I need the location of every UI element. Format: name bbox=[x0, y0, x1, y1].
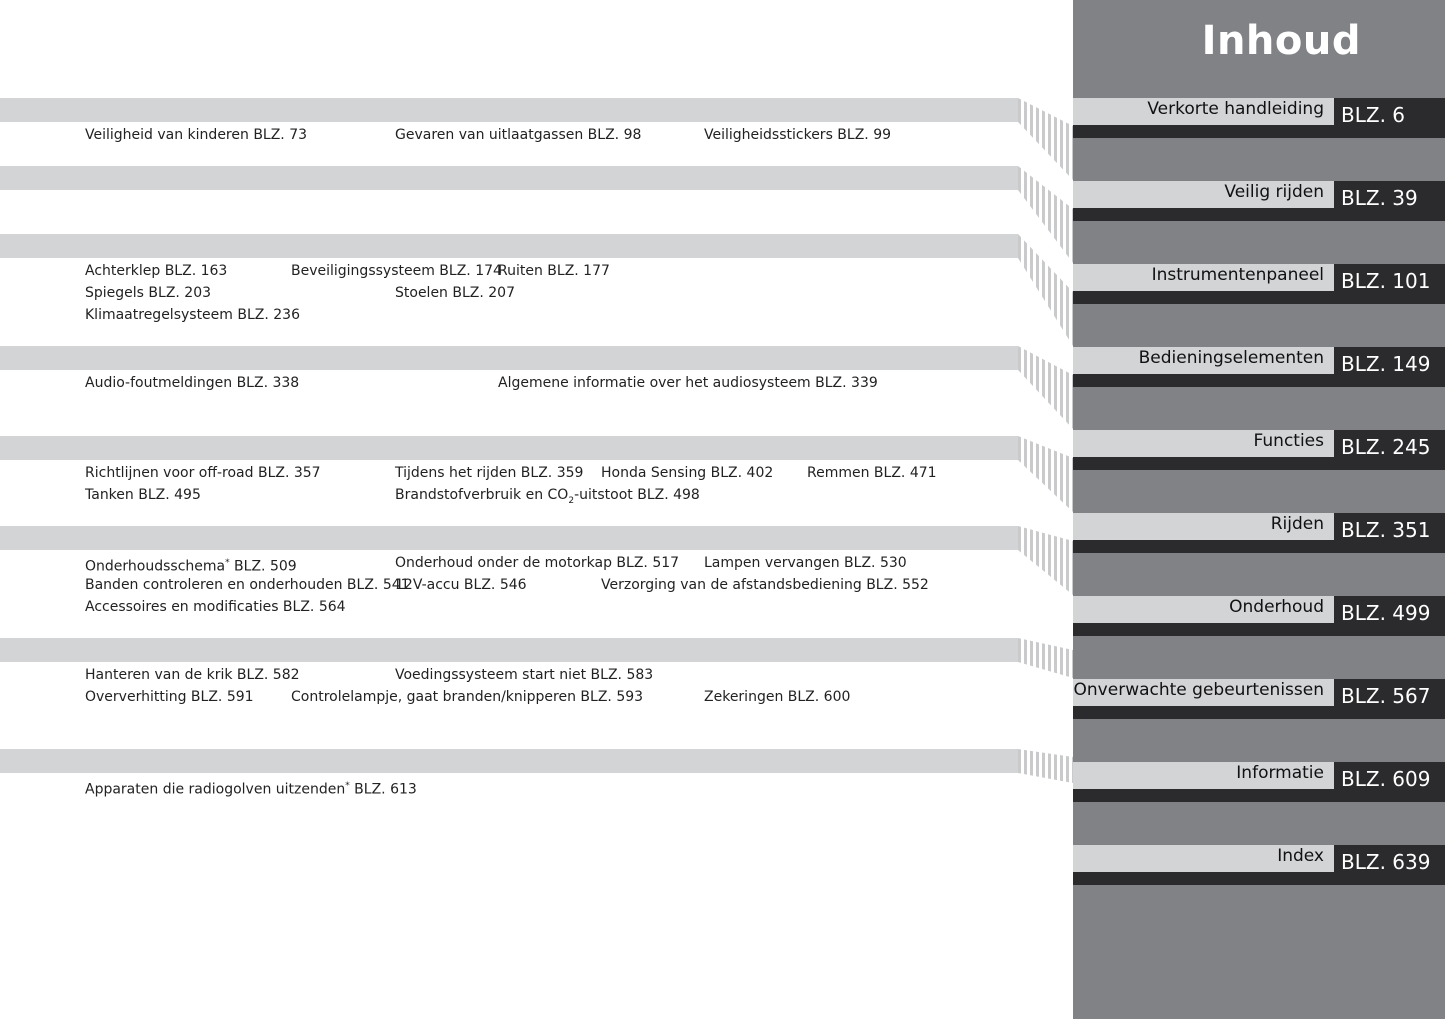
tab-label: Functies bbox=[1073, 430, 1334, 457]
link-onderhoudsschema[interactable]: Onderhoudsschema* BLZ. 509 bbox=[85, 558, 297, 575]
tab-page-number: BLZ. 351 bbox=[1341, 518, 1431, 542]
section-bar-2 bbox=[0, 166, 1018, 190]
tab-label: Onderhoud bbox=[1073, 596, 1334, 623]
section-bar-3 bbox=[0, 234, 1018, 258]
link-beveiligingssysteem[interactable]: Beveiligingssysteem BLZ. 174 bbox=[291, 263, 502, 279]
link-remmen[interactable]: Remmen BLZ. 471 bbox=[807, 465, 937, 481]
link-voedingssysteem[interactable]: Voedingssysteem start niet BLZ. 583 bbox=[395, 667, 654, 683]
link-radiogolven[interactable]: Apparaten die radiogolven uitzenden* BLZ. 613 bbox=[85, 781, 417, 798]
connector-1 bbox=[1018, 98, 1073, 180]
link-controlelampje[interactable]: Controlelampje, gaat branden/knipperen BLZ. 593 bbox=[291, 689, 644, 705]
tab-page-number: BLZ. 609 bbox=[1341, 767, 1431, 791]
link-audiosysteem-info[interactable]: Algemene informatie over het audiosysteem BLZ. 339 bbox=[498, 375, 878, 391]
page-title: Inhoud bbox=[1201, 18, 1361, 64]
link-brandstofverbruik[interactable]: Brandstofverbruik en $CO_2$-uitstoot BLZ. 498 bbox=[395, 487, 700, 506]
link-afstandsbediening[interactable]: Verzorging van de afstandsbediening BLZ. 552 bbox=[601, 577, 929, 593]
link-oververhitting[interactable]: Oververhitting BLZ. 591 bbox=[85, 689, 254, 705]
tab-page-number: BLZ. 639 bbox=[1341, 850, 1431, 874]
tab-page-number: BLZ. 149 bbox=[1341, 352, 1431, 376]
link-motorkap[interactable]: Onderhoud onder de motorkap BLZ. 517 bbox=[395, 555, 680, 571]
tab-page-number: BLZ. 245 bbox=[1341, 435, 1431, 459]
section-bar-4 bbox=[0, 346, 1018, 370]
link-audio-foutmeldingen[interactable]: Audio-foutmeldingen BLZ. 338 bbox=[85, 375, 300, 391]
tab-page-number: BLZ. 499 bbox=[1341, 601, 1431, 625]
section-bar-8 bbox=[0, 749, 1018, 773]
tab-label: Index bbox=[1073, 845, 1334, 872]
connector-5 bbox=[1018, 436, 1073, 512]
link-honda-sensing[interactable]: Honda Sensing BLZ. 402 bbox=[601, 465, 774, 481]
section-bar-1 bbox=[0, 98, 1018, 122]
link-accessoires[interactable]: Accessoires en modificaties BLZ. 564 bbox=[85, 599, 346, 615]
tab-label: Bedieningselementen bbox=[1073, 347, 1334, 374]
link-uitlaatgassen[interactable]: Gevaren van uitlaatgassen BLZ. 98 bbox=[395, 127, 642, 143]
tab-label: Rijden bbox=[1073, 513, 1334, 540]
tab-label: Verkorte handleiding bbox=[1073, 98, 1334, 125]
tab-label: Instrumentenpaneel bbox=[1073, 264, 1334, 291]
connector-lines bbox=[1018, 0, 1074, 1019]
section-bar-5 bbox=[0, 436, 1018, 460]
section-bar-7 bbox=[0, 638, 1018, 662]
tab-page-number: BLZ. 567 bbox=[1341, 684, 1431, 708]
link-krik[interactable]: Hanteren van de krik BLZ. 582 bbox=[85, 667, 300, 683]
connector-6 bbox=[1018, 526, 1073, 595]
tab-page-number: BLZ. 6 bbox=[1341, 103, 1406, 127]
connector-4 bbox=[1018, 346, 1073, 429]
tab-label: Onverwachte gebeurtenissen bbox=[1073, 679, 1334, 706]
link-veiligheid-kinderen[interactable]: Veiligheid van kinderen BLZ. 73 bbox=[85, 127, 308, 143]
tab-page-number: BLZ. 101 bbox=[1341, 269, 1431, 293]
link-12v-accu[interactable]: 12V-accu BLZ. 546 bbox=[395, 577, 527, 593]
link-veiligheidsstickers[interactable]: Veiligheidsstickers BLZ. 99 bbox=[704, 127, 892, 143]
link-banden[interactable]: Banden controleren en onderhouden BLZ. 541 bbox=[85, 577, 410, 593]
link-klimaatregelsysteem[interactable]: Klimaatregelsysteem BLZ. 236 bbox=[85, 307, 300, 323]
tab-label: Informatie bbox=[1073, 762, 1334, 789]
tab-page-number: BLZ. 39 bbox=[1341, 186, 1418, 210]
link-off-road[interactable]: Richtlijnen voor off-road BLZ. 357 bbox=[85, 465, 321, 481]
link-tanken[interactable]: Tanken BLZ. 495 bbox=[85, 487, 201, 503]
connector-7 bbox=[1018, 638, 1073, 678]
link-tijdens-rijden[interactable]: Tijdens het rijden BLZ. 359 bbox=[395, 465, 584, 481]
connector-8 bbox=[1018, 749, 1073, 783]
link-ruiten[interactable]: Ruiten BLZ. 177 bbox=[498, 263, 610, 279]
link-zekeringen[interactable]: Zekeringen BLZ. 600 bbox=[704, 689, 851, 705]
section-bar-6 bbox=[0, 526, 1018, 550]
link-lampen-vervangen[interactable]: Lampen vervangen BLZ. 530 bbox=[704, 555, 907, 571]
link-achterklep[interactable]: Achterklep BLZ. 163 bbox=[85, 263, 228, 279]
link-stoelen[interactable]: Stoelen BLZ. 207 bbox=[395, 285, 515, 301]
link-spiegels[interactable]: Spiegels BLZ. 203 bbox=[85, 285, 212, 301]
tab-label: Veilig rijden bbox=[1073, 181, 1334, 208]
